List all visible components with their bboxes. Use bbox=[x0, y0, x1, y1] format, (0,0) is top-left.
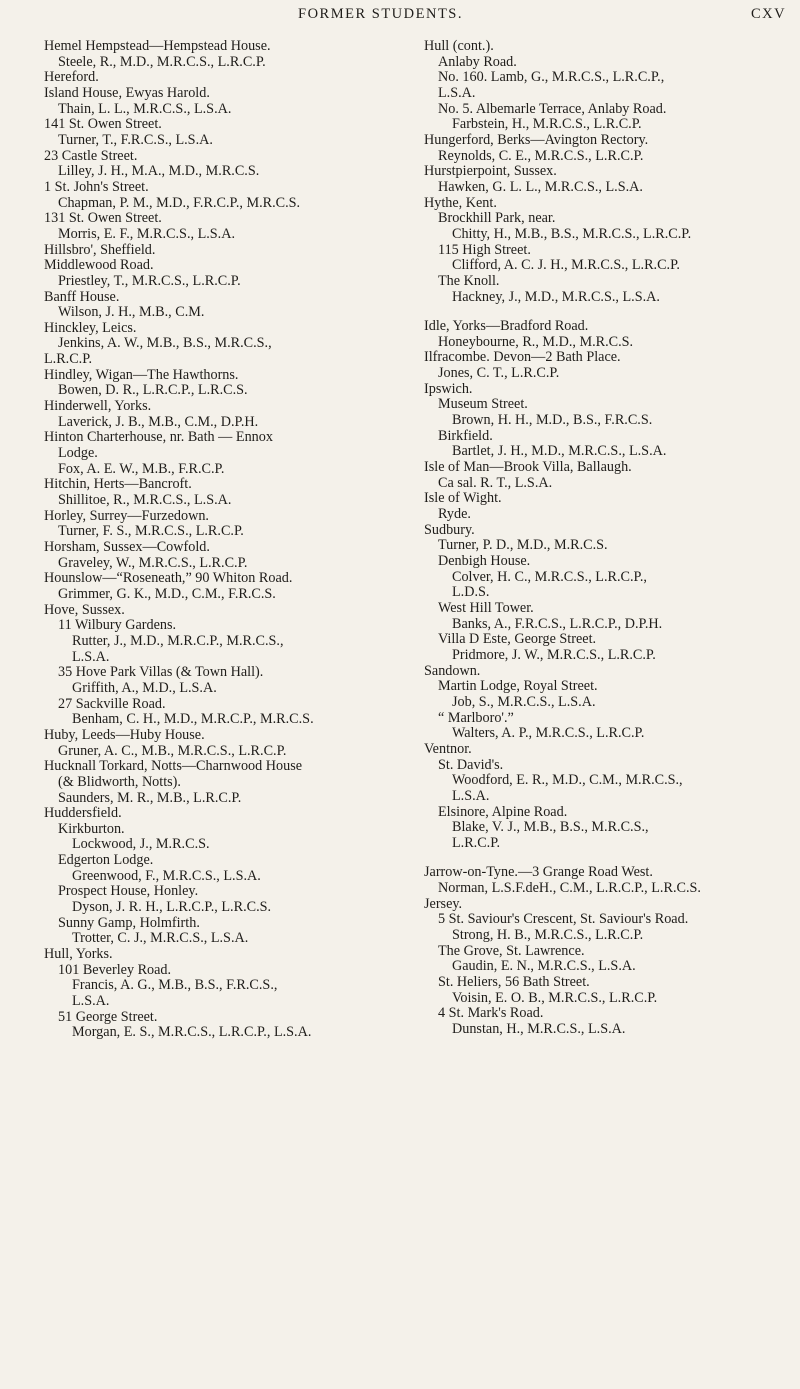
directory-entry: Laverick, J. B., M.B., C.M., D.P.H. bbox=[58, 413, 259, 430]
directory-entry: Ca sal. R. T., L.S.A. bbox=[438, 474, 553, 491]
directory-entry: Anlaby Road. bbox=[438, 53, 517, 70]
directory-entry: L.R.C.P. bbox=[452, 834, 501, 851]
place-heading: Hull, Yorks. bbox=[44, 946, 113, 963]
place-heading: Jarrow-on-Tyne.—3 Grange Road West. bbox=[424, 864, 653, 881]
directory-entry: Hawken, G. L. L., M.R.C.S., L.S.A. bbox=[438, 178, 643, 195]
directory-entry: No. 160. Lamb, G., M.R.C.S., L.R.C.P., bbox=[438, 69, 665, 86]
place-heading: Hitchin, Herts—Bancroft. bbox=[44, 476, 192, 493]
place-heading: Huddersfield. bbox=[44, 805, 122, 822]
directory-entry: (& Blidworth, Notts). bbox=[58, 773, 181, 790]
place-heading: Isle of Man—Brook Villa, Ballaugh. bbox=[424, 459, 632, 476]
directory-entry: 4 St. Mark's Road. bbox=[438, 1005, 544, 1022]
directory-entry: Fox, A. E. W., M.B., F.R.C.P. bbox=[58, 460, 225, 477]
place-heading: Hungerford, Berks—Avington Rectory. bbox=[424, 131, 649, 148]
directory-entry: Honeybourne, R., M.D., M.R.C.S. bbox=[438, 333, 634, 350]
running-header bbox=[0, 6, 800, 28]
place-heading: Hurstpierpoint, Sussex. bbox=[424, 163, 557, 180]
directory-entry: Priestley, T., M.R.C.S., L.R.C.P. bbox=[58, 272, 241, 289]
directory-entry: 11 Wilbury Gardens. bbox=[58, 617, 177, 634]
right-column bbox=[424, 39, 769, 1038]
place-heading: 23 Castle Street. bbox=[44, 147, 138, 164]
directory-entry: Trotter, C. J., M.R.C.S., L.S.A. bbox=[72, 930, 249, 947]
directory-entry: Blake, V. J., M.B., B.S., M.R.C.S., bbox=[452, 819, 649, 836]
place-heading: Hucknall Torkard, Notts—Charnwood House bbox=[44, 758, 303, 775]
directory-entry: L.S.A. bbox=[452, 787, 490, 804]
directory-entry: Bowen, D. R., L.R.C.P., L.R.C.S. bbox=[58, 382, 248, 399]
directory-entry: Prospect House, Honley. bbox=[58, 883, 199, 900]
directory-entry: Francis, A. G., M.B., B.S., F.R.C.S., bbox=[72, 977, 278, 994]
directory-entry: Morgan, E. S., M.R.C.S., L.R.C.P., L.S.A. bbox=[72, 1024, 312, 1041]
directory-entry: Kirkburton. bbox=[58, 820, 125, 837]
directory-entry: Clifford, A. C. J. H., M.R.C.S., L.R.C.P. bbox=[452, 257, 680, 274]
directory-entry: No. 5. Albemarle Terrace, Anlaby Road. bbox=[438, 100, 667, 117]
directory-entry: Pridmore, J. W., M.R.C.S., L.R.C.P. bbox=[452, 646, 656, 663]
place-heading: 131 St. Owen Street. bbox=[44, 210, 162, 227]
directory-entry: Wilson, J. H., M.B., C.M. bbox=[58, 304, 205, 321]
place-heading: Banff House. bbox=[44, 288, 120, 305]
directory-entry: 5 St. Saviour's Crescent, St. Saviour's Road. bbox=[438, 911, 689, 928]
directory-entry: Graveley, W., M.R.C.S., L.R.C.P. bbox=[58, 554, 248, 571]
place-heading: Hemel Hempstead—Hempstead House. bbox=[44, 38, 271, 54]
directory-entry: Lilley, J. H., M.A., M.D., M.R.C.S. bbox=[58, 163, 260, 180]
place-heading: Hereford. bbox=[44, 69, 99, 86]
place-heading: Hythe, Kent. bbox=[424, 194, 497, 211]
place-heading: Middlewood Road. bbox=[44, 257, 154, 274]
directory-entry: Denbigh House. bbox=[438, 553, 531, 569]
directory-entry: Dyson, J. R. H., L.R.C.P., L.R.C.S. bbox=[72, 899, 272, 916]
page-title: FORMER STUDENTS. bbox=[298, 6, 463, 22]
directory-entry: Greenwood, F., M.R.C.S., L.S.A. bbox=[72, 867, 261, 884]
directory-entry: L.S.A. bbox=[72, 648, 110, 665]
place-heading: Hove, Sussex. bbox=[44, 601, 125, 618]
directory-entry: Thain, L. L., M.R.C.S., L.S.A. bbox=[58, 100, 232, 117]
directory-entry: West Hill Tower. bbox=[438, 599, 534, 616]
place-heading: 141 St. Owen Street. bbox=[44, 116, 162, 133]
directory-entry: Martin Lodge, Royal Street. bbox=[438, 678, 598, 695]
directory-entry: L.S.A. bbox=[72, 993, 110, 1010]
directory-entry: 115 High Street. bbox=[438, 241, 531, 258]
page-number: CXV bbox=[751, 6, 787, 22]
place-heading: Ventnor. bbox=[424, 740, 472, 757]
directory-entry: Turner, F. S., M.R.C.S., L.R.C.P. bbox=[58, 523, 244, 540]
directory-entry: St. David's. bbox=[438, 756, 504, 773]
place-heading: Hindley, Wigan—The Hawthorns. bbox=[44, 366, 239, 383]
section-gap bbox=[424, 851, 769, 865]
directory-entry: Elsinore, Alpine Road. bbox=[438, 803, 568, 820]
place-heading: Hounslow—“Roseneath,” 90 Whiton Road. bbox=[44, 570, 293, 587]
place-heading: Hinckley, Leics. bbox=[44, 319, 137, 336]
place-heading: Horley, Surrey—Furzedown. bbox=[44, 507, 209, 524]
directory-entry: Rutter, J., M.D., M.R.C.P., M.R.C.S., bbox=[72, 632, 284, 649]
directory-entry: Gaudin, E. N., M.R.C.S., L.S.A. bbox=[452, 958, 636, 975]
place-heading: L.R.C.P. bbox=[44, 351, 93, 368]
directory-entry: Museum Street. bbox=[438, 396, 528, 413]
directory-entry: Norman, L.S.F.deH., C.M., L.R.C.P., L.R.C.S. bbox=[438, 880, 701, 897]
directory-entry: Grimmer, G. K., M.D., C.M., F.R.C.S. bbox=[58, 585, 276, 602]
directory-entry: Reynolds, C. E., M.R.C.S., L.R.C.P. bbox=[438, 147, 644, 164]
directory-entry: “ Marlboro'.” bbox=[438, 709, 514, 726]
place-heading: 1 St. John's Street. bbox=[44, 178, 149, 195]
directory-entry: Griffith, A., M.D., L.S.A. bbox=[72, 679, 217, 696]
directory-entry: 27 Sackville Road. bbox=[58, 695, 166, 712]
directory-entry: Benham, C. H., M.D., M.R.C.P., M.R.C.S. bbox=[72, 711, 314, 728]
directory-entry: Shillitoe, R., M.R.C.S., L.S.A. bbox=[58, 492, 232, 509]
directory-entry: Hackney, J., M.D., M.R.C.S., L.S.A. bbox=[452, 288, 660, 305]
place-heading: Hinderwell, Yorks. bbox=[44, 398, 152, 415]
directory-entry: Brown, H. H., M.D., B.S., F.R.C.S. bbox=[452, 412, 653, 429]
directory-entry: Colver, H. C., M.R.C.S., L.R.C.P., bbox=[452, 568, 647, 585]
directory-entry: Lockwood, J., M.R.C.S. bbox=[72, 836, 210, 853]
directory-entry: Steele, R., M.D., M.R.C.S., L.R.C.P. bbox=[58, 53, 266, 70]
directory-entry: Job, S., M.R.C.S., L.S.A. bbox=[452, 693, 596, 710]
place-heading: Sudbury. bbox=[424, 521, 475, 538]
directory-entry: Jones, C. T., L.R.C.P. bbox=[438, 365, 560, 382]
directory-entry: The Knoll. bbox=[438, 272, 500, 289]
directory-entry: Farbstein, H., M.R.C.S., L.R.C.P. bbox=[452, 116, 642, 133]
place-heading: Hull (cont.). bbox=[424, 38, 494, 54]
directory-entry: 35 Hove Park Villas (& Town Hall). bbox=[58, 664, 264, 681]
directory-entry: Walters, A. P., M.R.C.S., L.R.C.P. bbox=[452, 725, 645, 742]
directory-entry: Lodge. bbox=[58, 445, 98, 462]
directory-entry: L.D.S. bbox=[452, 584, 490, 601]
directory-entry: Birkfield. bbox=[438, 427, 493, 444]
directory-entry: Villa D Este, George Street. bbox=[438, 631, 597, 648]
directory-entry: Turner, P. D., M.D., M.R.C.S. bbox=[438, 537, 608, 554]
directory-entry: Morris, E. F., M.R.C.S., L.S.A. bbox=[58, 225, 236, 242]
place-heading: Horsham, Sussex—Cowfold. bbox=[44, 539, 210, 555]
directory-entry: Chitty, H., M.B., B.S., M.R.C.S., L.R.C.P. bbox=[452, 225, 692, 242]
directory-entry: Voisin, E. O. B., M.R.C.S., L.R.C.P. bbox=[452, 989, 658, 1006]
place-heading: Hillsbro', Sheffield. bbox=[44, 241, 156, 258]
directory-entry: Bartlet, J. H., M.D., M.R.C.S., L.S.A. bbox=[452, 443, 667, 460]
directory-entry: 101 Beverley Road. bbox=[58, 961, 172, 978]
place-heading: Jersey. bbox=[424, 895, 463, 912]
directory-entry: Gruner, A. C., M.B., M.R.C.S., L.R.C.P. bbox=[58, 742, 287, 759]
directory-entry: Sunny Gamp, Holmfirth. bbox=[58, 914, 200, 931]
place-heading: Huby, Leeds—Huby House. bbox=[44, 726, 205, 743]
directory-entry: Turner, T., F.R.C.S., L.S.A. bbox=[58, 131, 213, 148]
directory-entry: Edgerton Lodge. bbox=[58, 852, 154, 869]
directory-entry: Saunders, M. R., M.B., L.R.C.P. bbox=[58, 789, 242, 806]
place-heading: Idle, Yorks—Bradford Road. bbox=[424, 318, 589, 335]
directory-entry: Brockhill Park, near. bbox=[438, 210, 556, 227]
place-heading: Hinton Charterhouse, nr. Bath — Ennox bbox=[44, 429, 273, 446]
place-heading: Ilfracombe. Devon—2 Bath Place. bbox=[424, 349, 621, 366]
section-gap bbox=[424, 305, 769, 319]
directory-entry: L.S.A. bbox=[438, 84, 476, 101]
directory-entry: The Grove, St. Lawrence. bbox=[438, 942, 585, 959]
directory-entry: Chapman, P. M., M.D., F.R.C.P., M.R.C.S. bbox=[58, 194, 301, 211]
directory-entry: Jenkins, A. W., M.B., B.S., M.R.C.S., bbox=[58, 335, 272, 352]
directory-entry: Woodford, E. R., M.D., C.M., M.R.C.S., bbox=[452, 772, 683, 789]
directory-entry: Strong, H. B., M.R.C.S., L.R.C.P. bbox=[452, 927, 644, 944]
place-heading: Ipswich. bbox=[424, 380, 473, 397]
directory-entry: St. Heliers, 56 Bath Street. bbox=[438, 974, 590, 991]
directory-entry: Ryde. bbox=[438, 506, 471, 523]
place-heading: Island House, Ewyas Harold. bbox=[44, 84, 210, 101]
directory-entry: Banks, A., F.R.C.S., L.R.C.P., D.P.H. bbox=[452, 615, 663, 632]
directory-entry: Dunstan, H., M.R.C.S., L.S.A. bbox=[452, 1021, 626, 1038]
directory-entry: 51 George Street. bbox=[58, 1008, 158, 1025]
place-heading: Sandown. bbox=[424, 662, 481, 679]
left-column bbox=[44, 39, 389, 1041]
place-heading: Isle of Wight. bbox=[424, 490, 502, 507]
